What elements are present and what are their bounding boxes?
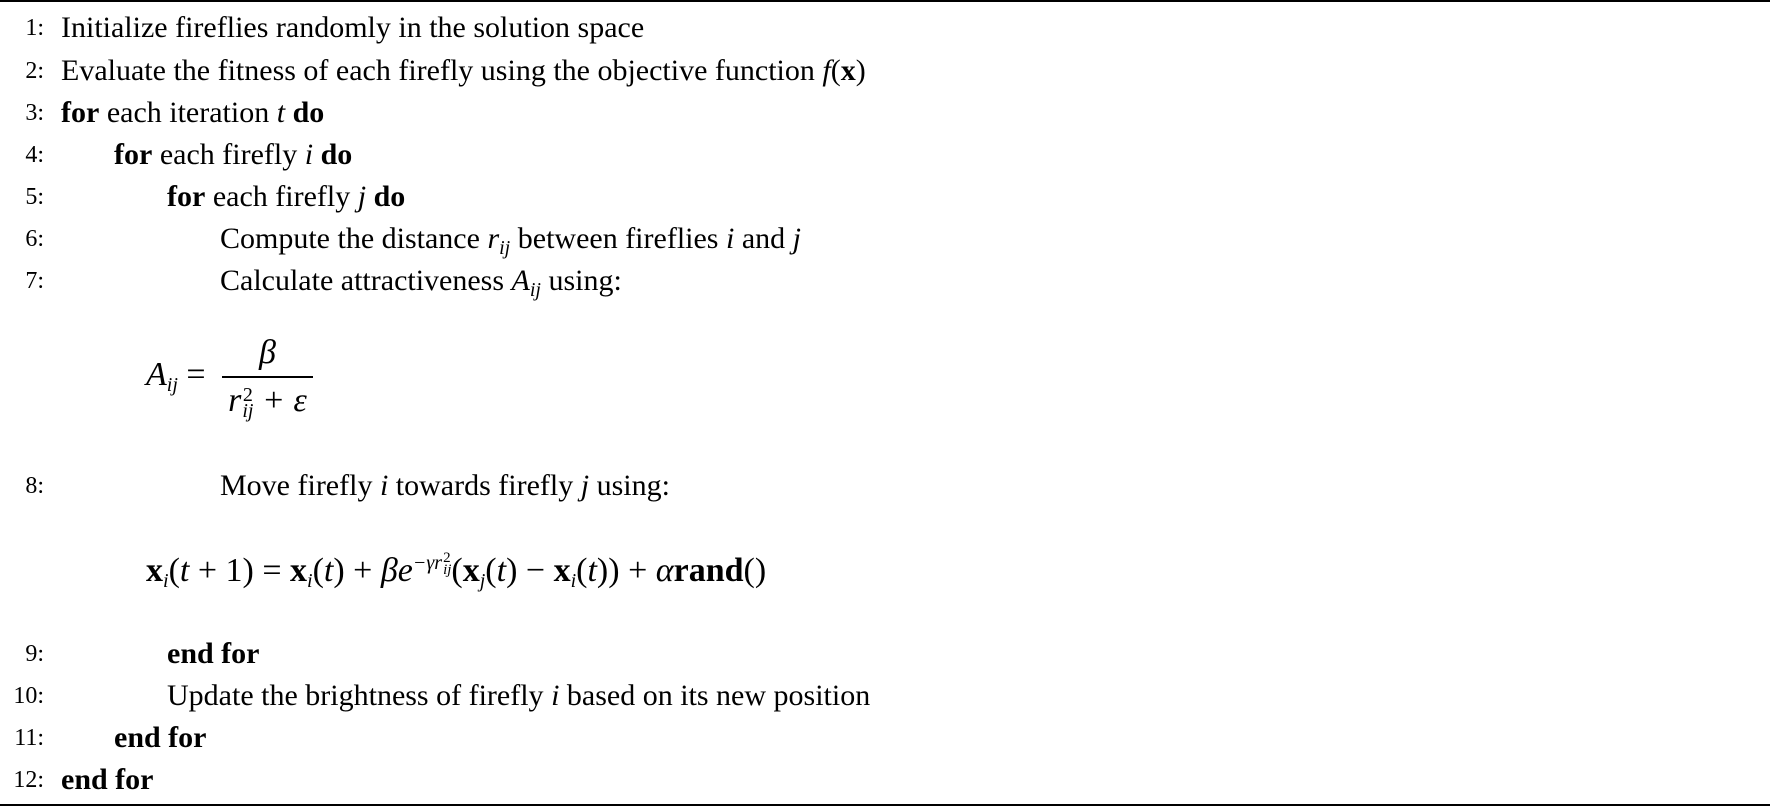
math-variable: i: [725, 222, 735, 255]
eq-var-t: t: [587, 552, 597, 589]
line-text: Evaluate the fitness of each firefly using the objective function f(x): [61, 54, 866, 87]
eq-exponent-prefix: −γr: [412, 552, 443, 574]
line-text: [167, 177, 405, 217]
statement-text: each firefly: [212, 180, 351, 213]
eq-subscript-i: i: [307, 570, 313, 592]
statement-text: between fireflies: [517, 222, 719, 255]
eq-exponent-superscript: 2: [443, 550, 451, 567]
keyword-do: do: [373, 180, 406, 213]
line-number: 10:: [13, 683, 44, 709]
keyword-for: for: [167, 180, 206, 213]
statement-text: Evaluate the fitness of each firefly using the objective function: [61, 54, 815, 87]
algorithm-line-6: [0, 219, 1700, 259]
statement-text: Move firefly: [220, 469, 373, 502]
statement-text: each firefly: [159, 138, 298, 171]
line-number: 2:: [25, 58, 44, 84]
math-variable: r: [487, 222, 500, 255]
eq-denominator: [222, 376, 313, 423]
eq-x-vector: x: [146, 552, 163, 589]
eq-rand-function: rand: [673, 552, 744, 589]
line-text: [114, 135, 352, 175]
keyword-for: for: [61, 96, 100, 129]
line-number: 12:: [13, 767, 44, 793]
line-number: 7:: [25, 268, 44, 294]
eq-den-variable: r: [228, 382, 242, 419]
math-variable: t: [276, 96, 286, 129]
line-number: 4:: [25, 142, 44, 168]
eq-x-vector: x: [553, 552, 571, 589]
math-subscript: ij: [499, 237, 511, 259]
statement-text: Initialize fireflies randomly in the solution space: [61, 11, 645, 44]
math-vector: x: [840, 54, 856, 87]
math-variable: j: [792, 222, 801, 255]
eq-rand-parens: (): [743, 552, 767, 589]
algorithm-line-2: [0, 51, 1700, 91]
statement-text: based on its new position: [566, 679, 871, 712]
keyword-end-for: end for: [167, 637, 260, 670]
eq-x-vector: x: [290, 552, 308, 589]
statement-text: each iteration: [106, 96, 270, 129]
attractiveness-equation: [146, 334, 313, 423]
line-text: [61, 760, 154, 800]
math-function: f: [822, 54, 831, 87]
eq-var-t: t: [323, 552, 334, 589]
eq-den-rest: + ε: [261, 382, 307, 419]
line-text: [167, 676, 870, 716]
math-variable: j: [357, 180, 367, 213]
eq-den-superscript: 2: [242, 384, 253, 407]
algorithm-line-11: [0, 718, 1700, 758]
statement-text: Compute the distance: [220, 222, 480, 255]
bottom-rule: [0, 804, 1770, 806]
line-text: [220, 466, 670, 506]
algorithm-line-3: [0, 93, 1700, 133]
eq-var-t: t: [496, 552, 507, 589]
keyword-end-for: end for: [61, 763, 154, 796]
eq-lhs-subscript: ij: [166, 373, 178, 396]
statement-text: using:: [596, 469, 670, 502]
math-variable: i: [551, 679, 560, 712]
eq-subscript-j: j: [479, 570, 486, 592]
eq-equals-sign: =: [186, 355, 206, 393]
math-variable: i: [304, 138, 314, 171]
math-variable: i: [379, 469, 389, 502]
statement-text: Update the brightness of firefly: [167, 679, 544, 712]
line-number: 8:: [25, 473, 44, 499]
algorithm-line-12: [0, 760, 1700, 800]
keyword-for: for: [114, 138, 153, 171]
line-number: 6:: [25, 226, 44, 252]
statement-text: towards firefly: [395, 469, 574, 502]
algorithm-line-5: [0, 177, 1700, 217]
algorithm-line-10: [0, 676, 1700, 716]
line-number: 1:: [25, 15, 44, 41]
eq-lhs-variable: A: [146, 355, 167, 393]
line-text: [167, 634, 260, 674]
keyword-end-for: end for: [114, 721, 207, 754]
statement-text: and: [741, 222, 786, 255]
eq-den-subscript: ij: [242, 400, 254, 423]
eq-den-scripts: [242, 384, 254, 423]
top-rule: [0, 0, 1770, 2]
position-update-equation: $x_i(t + 1) = x_i(t) + \beta e^{-\gamma r 2 ij}$ $(x_j(t) - x_i(t))$ + αrand(): [146, 550, 767, 592]
algorithm-line-9: [0, 634, 1700, 674]
algorithm-line-4: [0, 135, 1700, 175]
eq-subscript-i: i: [163, 570, 169, 592]
algorithm-line-8: [0, 466, 1700, 506]
statement-text: using:: [548, 264, 622, 297]
statement-text: Calculate attractiveness: [220, 264, 505, 297]
math-variable: A: [511, 264, 530, 297]
eq-exponent-subscript: ij: [443, 562, 452, 579]
line-text: [114, 718, 207, 758]
algorithm-line-1: [0, 8, 1700, 48]
math-subscript: ij: [529, 279, 541, 301]
keyword-do: do: [292, 96, 325, 129]
math-variable: j: [580, 469, 590, 502]
line-text: [61, 8, 644, 48]
eq-beta: β: [380, 552, 398, 589]
eq-alpha: α: [655, 552, 674, 589]
line-text: [220, 261, 622, 310]
line-number: 11:: [14, 725, 44, 751]
eq-x-vector: x: [462, 552, 480, 589]
eq-var-t: t: [179, 552, 190, 589]
eq-numerator: β: [258, 334, 276, 371]
line-number: 9:: [25, 641, 44, 667]
line-number: 3:: [25, 100, 44, 126]
eq-subscript-i: i: [570, 570, 577, 592]
eq-exponent-scripts: [443, 550, 452, 579]
algorithm-line-7: [0, 261, 1700, 301]
line-number: 5:: [25, 184, 44, 210]
keyword-do: do: [320, 138, 353, 171]
eq-fraction: [222, 334, 313, 423]
eq-exponent: [412, 550, 452, 579]
eq-exp-base: e: [397, 552, 413, 589]
line-text: [61, 93, 324, 133]
